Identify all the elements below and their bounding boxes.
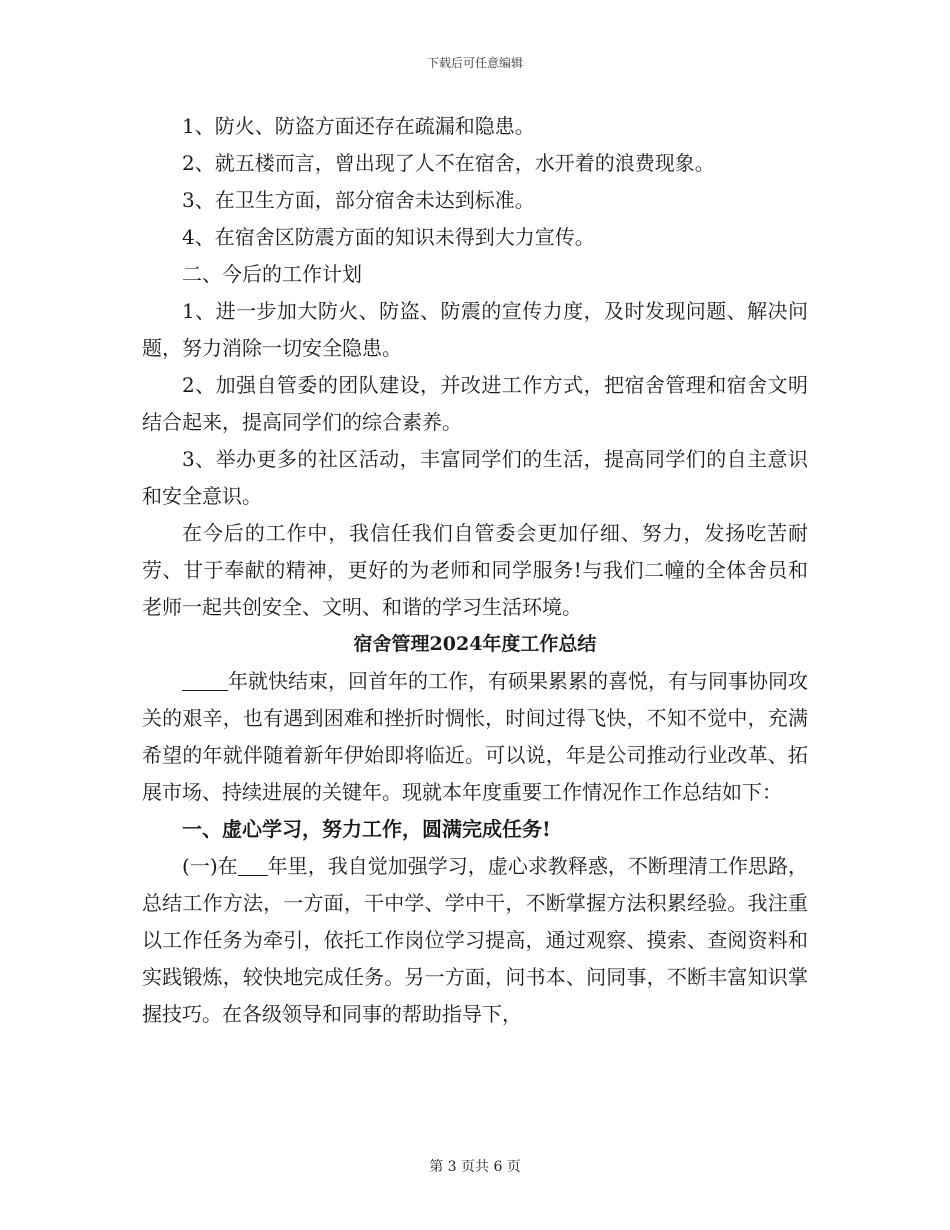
section-plan-heading: 二、今后的工作计划	[182, 262, 362, 286]
plan-item-2: 2、加强自管委的团队建设，并改进工作方式，把宿舍管理和宿舍文明结合起来，提高同学们的综合素养。	[142, 373, 808, 434]
intro-paragraph	[142, 663, 808, 811]
document-body	[142, 108, 808, 1033]
paragraph-item-3: 3、在卫生方面，部分宿舍未达到标准。	[182, 188, 535, 212]
para-prefix: (一)在	[182, 854, 238, 878]
paragraph-item-1: 1、防火、防盗方面还存在疏漏和隐患。	[182, 114, 535, 138]
section-heading: 一、虚心学习，努力工作，圆满完成任务!	[182, 817, 551, 841]
page-footer: 第 3 页共 6 页	[429, 1159, 521, 1175]
paragraph-item-4: 4、在宿舍区防震方面的知识未得到大力宣传。	[182, 225, 595, 249]
plan-item-1: 1、进一步加大防火、防盗、防震的宣传力度，及时发现问题、解决问题，努力消除一切安全隐患。	[142, 299, 808, 360]
study-paragraph	[142, 848, 808, 1033]
page-header: 下载后可任意编辑	[426, 56, 523, 70]
blank-underline	[182, 670, 228, 691]
plan-item-3: 3、举办更多的社区活动，丰富同学们的生活，提高同学们的自主意识和安全意识。	[142, 447, 808, 508]
closing-paragraph: 在今后的工作中，我信任我们自管委会更加仔细、努力，发扬吃苦耐劳、甘于奉献的精神，更好的为老师和同学服务!与我们二幢的全体舍员和老师一起共创安全、文明、和谐的学习生活环境。	[142, 521, 808, 619]
paragraph-item-2: 2、就五楼而言，曾出现了人不在宿舍，水开着的浪费现象。	[182, 151, 715, 175]
intro-text: 年就快结束，回首年的工作，有硕果累累的喜悦，有与同事协同攻关的艰辛，也有遇到困难和挫折时惆怅，时间过得飞快，不知不觉中，充满希望的年就伴随着新年伊始即将临近。可以说，年是公司推动行业改革、拓展市场、持续进展的关键年。现就本年度重要工作情况作工作总结如下：	[142, 669, 808, 804]
para-text: 年里，我自觉加强学习，虚心求教释惑，不断理清工作思路，总结工作方法，一方面，干中学、学中干，不断掌握方法积累经验。我注重以工作任务为牵引，依托工作岗位学习提高，通过观察、摸索、查阅资料和实践锻炼，较快地完成任务。另一方面，问书本、问同事，不断丰富知识掌握技巧。在各级领导和同事的帮助指导下，	[142, 854, 808, 1026]
document-title: 宿舍管理2024年度工作总结	[353, 633, 597, 655]
blank-underline	[238, 855, 268, 876]
